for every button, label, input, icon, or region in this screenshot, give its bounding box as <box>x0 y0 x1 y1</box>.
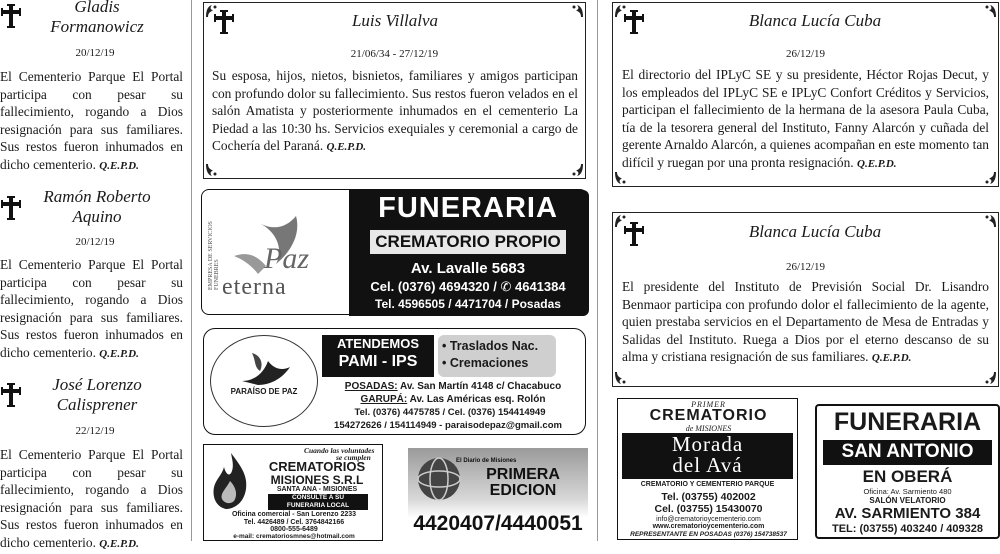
ornament-icon <box>983 4 997 18</box>
ad-tagline: se cumplen <box>336 453 371 462</box>
ad-title: CREMATORIOS <box>268 459 366 474</box>
posadas-address <box>322 381 584 392</box>
cross-icon <box>1 383 21 407</box>
paraiso-logo-text: PARAÍSO DE PAZ <box>230 387 298 396</box>
ad-morada-del-ava <box>617 398 798 540</box>
deceased-name: Luis Villalva <box>351 11 439 30</box>
garupa-label: GARUPÁ: <box>360 394 408 405</box>
ad-phones: Tel. 4596505 / 4471704 / Posadas <box>375 297 561 311</box>
ad-salon: SALÓN VELATORIO <box>869 496 946 505</box>
notice-body: El Cementerio Parque El Portal participa con pesar su fallecimiento, rogando a Dios resignación para sus familiares. Sus restos fueron inhumados en dicho cementerio. <box>0 257 183 360</box>
ad-name: SAN ANTONIO <box>841 441 974 462</box>
ad-city: EN OBERÁ <box>862 467 953 486</box>
qepd: Q.E.P.D. <box>857 157 897 170</box>
cross-icon <box>624 10 644 34</box>
ad-paraiso-de-paz <box>203 328 586 435</box>
ad-tollfree: 0800-555-6489 <box>270 526 318 533</box>
deceased-name: Blanca Lucía Cuba <box>748 11 882 30</box>
ornament-icon <box>570 4 584 18</box>
ornament-icon <box>983 214 997 228</box>
consult-label: FUNERARIA LOCAL <box>286 502 350 509</box>
garupa-address <box>322 394 584 405</box>
name-line: Calisprener <box>56 395 138 414</box>
ad-phones: Tel. (0376) 4475785 / Cel. (0376) 154414949 <box>354 407 546 418</box>
name-line: Gladis <box>74 0 120 16</box>
notice-text <box>0 256 183 364</box>
ad-phones: Tel. 4426489 / Cel. 3764842166 <box>243 519 345 526</box>
ad-primer: PRIMER <box>691 400 726 409</box>
newspaper-tagline: El Diario de Misiones <box>456 458 517 464</box>
notice-date: 22/12/19 <box>75 425 115 437</box>
logo-eterna: eterna <box>222 274 287 300</box>
name-line: José Lorenzo <box>52 375 142 394</box>
ad-primera-edicion <box>408 448 588 541</box>
service-label: Cremaciones <box>449 356 529 370</box>
service-label: Traslados Nac. <box>449 339 539 353</box>
pami-label: PAMI - IPS <box>338 353 418 370</box>
ad-del-ava: del Avá <box>672 453 743 477</box>
ad-phones: Cel. (0376) 4694320 / ✆ 4641384 <box>370 279 566 294</box>
notice-body: El Cementerio Parque El Portal participa con pesar su fallecimiento, rogando a Dios resignación para sus familiares. Sus restos fueron inhumados en dicho cementerio. <box>0 69 183 172</box>
deceased-name <box>22 0 172 37</box>
logo-arc-text: EMPRESA DE SERVICIOS FUNEBRES <box>208 221 220 290</box>
ad-crematorio: CREMATORIO <box>649 407 768 424</box>
garupa-addr: Av. Las Américas esq. Rolón <box>409 394 546 405</box>
notice-text <box>0 446 183 554</box>
ad-address: Av. Lavalle 5683 <box>410 260 526 277</box>
service-item: • Cremaciones <box>442 356 529 370</box>
ad-office: Oficina comercial - San Lorenzo 2233 <box>231 511 357 518</box>
deceased-name <box>22 187 172 227</box>
ad-tel: Tel. (03755) 402002 <box>661 491 756 503</box>
cross-icon <box>1 196 21 220</box>
ad-title: FUNERARIA <box>833 408 982 436</box>
qepd: Q.E.P.D. <box>326 141 367 154</box>
qepd: Q.E.P.D. <box>99 537 139 550</box>
flame-icon <box>210 451 252 511</box>
name-line: Aquino <box>72 207 122 226</box>
ad-location: SANTA ANA - MISIONES <box>276 486 358 493</box>
notice-text <box>212 67 578 157</box>
posadas-label: POSADAS: <box>344 381 398 392</box>
notice-date: 20/12/19 <box>75 236 115 248</box>
notice-body: El presidente del Instituto de Previsión Social Dr. Lisandro Benmaor participa con profundo dolor el fallecimiento de la agente, quien prestaba servicios en el Departamento de Mesa de Entradas y Salidas del Instituto. Ruega a Dios por el eterno descanso de su alma y cristiana resignación de sus familiares. <box>622 279 989 365</box>
ad-de-misiones: de MISIONES <box>685 424 732 433</box>
notice-body: El Cementerio Parque El Portal participa con pesar su fallecimiento, rogando a Dios resignación para sus familiares. Sus restos fueron inhumados en dicho cementerio. <box>0 447 183 550</box>
service-item: • Traslados Nac. <box>442 339 539 353</box>
ad-address: AV. SARMIENTO 384 <box>834 505 981 522</box>
qepd: Q.E.P.D. <box>99 347 139 360</box>
column-divider <box>597 0 598 541</box>
ad-crematorios-misiones <box>203 444 383 541</box>
notice-date: 26/12/19 <box>785 48 826 60</box>
cross-icon <box>1 4 21 28</box>
qepd: Q.E.P.D. <box>871 352 912 365</box>
notice-date: 26/12/19 <box>785 261 826 273</box>
deceased-name <box>22 375 172 415</box>
ornament-icon <box>614 371 628 385</box>
ad-web: www.crematorioycementerio.com <box>652 523 765 530</box>
ad-phones-email: 154272626 / 154114949 - paraisodepaz@gmail.com <box>334 420 562 431</box>
cross-icon <box>624 222 644 246</box>
posadas-addr: Av. San Martín 4148 c/ Chacabuco <box>400 381 562 392</box>
column-divider <box>191 0 192 541</box>
ad-san-antonio <box>815 404 1000 539</box>
ad-title: FUNERARIA <box>378 192 558 224</box>
cross-icon <box>214 10 234 34</box>
ad-office: Oficina: Av. Sarmiento 480 <box>863 487 952 496</box>
consult-label: CONSULTE A SU <box>291 494 345 501</box>
notice-text <box>0 68 183 176</box>
notice-dates: 21/06/34 - 27/12/19 <box>350 48 439 60</box>
notice-text <box>622 278 989 368</box>
ad-sub: CREMATORIO Y CEMENTERIO PARQUE <box>640 481 775 488</box>
notice-text <box>622 66 989 174</box>
ornament-icon <box>570 163 584 177</box>
ad-morada: Morada <box>671 432 744 456</box>
ad-email: info@crematorioycementerio.com <box>656 516 761 523</box>
name-line: Ramón Roberto <box>43 187 151 206</box>
notice-body: El directorio del IPLyC SE y su presidente, Héctor Rojas Decut, y los empleados del IPLyC SE e IPLyC Confort Créditos y Servicios, participan el fallecimiento de la hermana de la asesora Paula Cuba, tía de la tesorera general del Instituto, Fanny Alarcón y cuñada del gerente Arnaldo Alarcón, a quienes acompañan en este momento tan difícil y ruegan por una pronta resignación. <box>622 67 989 170</box>
ad-paz-eterna <box>201 189 588 315</box>
ad-phones: TEL: (03755) 403240 / 409328 <box>831 523 984 535</box>
name-line: Formanowicz <box>50 17 144 36</box>
ad-title: MISIONES S.R.L <box>270 473 364 487</box>
newspaper-phones: 4420407/4440051 <box>413 512 583 535</box>
deceased-name: Blanca Lucía Cuba <box>748 222 882 241</box>
ad-subtitle: CREMATORIO PROPIO <box>370 230 566 254</box>
dove-icon <box>238 351 292 391</box>
logo-paz: Paz <box>264 242 309 275</box>
notice-date: 20/12/19 <box>75 47 115 59</box>
newspaper-title: PRIMERA <box>486 466 560 483</box>
newspaper-title: EDICION <box>489 482 557 499</box>
ad-cel: Cel. (03755) 15430070 <box>654 503 763 515</box>
ornament-icon <box>205 163 219 177</box>
atendemos-label: ATENDEMOS <box>336 336 420 351</box>
notice-body: Su esposa, hijos, nietos, bisnietos, familiares y amigos participan con profundo dolor su fallecimiento. Sus restos fueron velados en el salón Amatista y posteriormente inhumados en el cementerio La Piedad a las 10:30 hs. Servicios exequiales y ceremonial a cargo de Cochería del Paraná. <box>212 68 578 154</box>
qepd: Q.E.P.D. <box>99 159 139 172</box>
ornament-icon <box>983 371 997 385</box>
ad-email: e-mail: crematoriosmnes@hotmail.com <box>233 533 355 540</box>
ad-tagline: Cuando las voluntades <box>304 446 375 455</box>
ad-rep: REPRESENTANTE EN POSADAS (0376) 154738537 <box>630 531 787 538</box>
